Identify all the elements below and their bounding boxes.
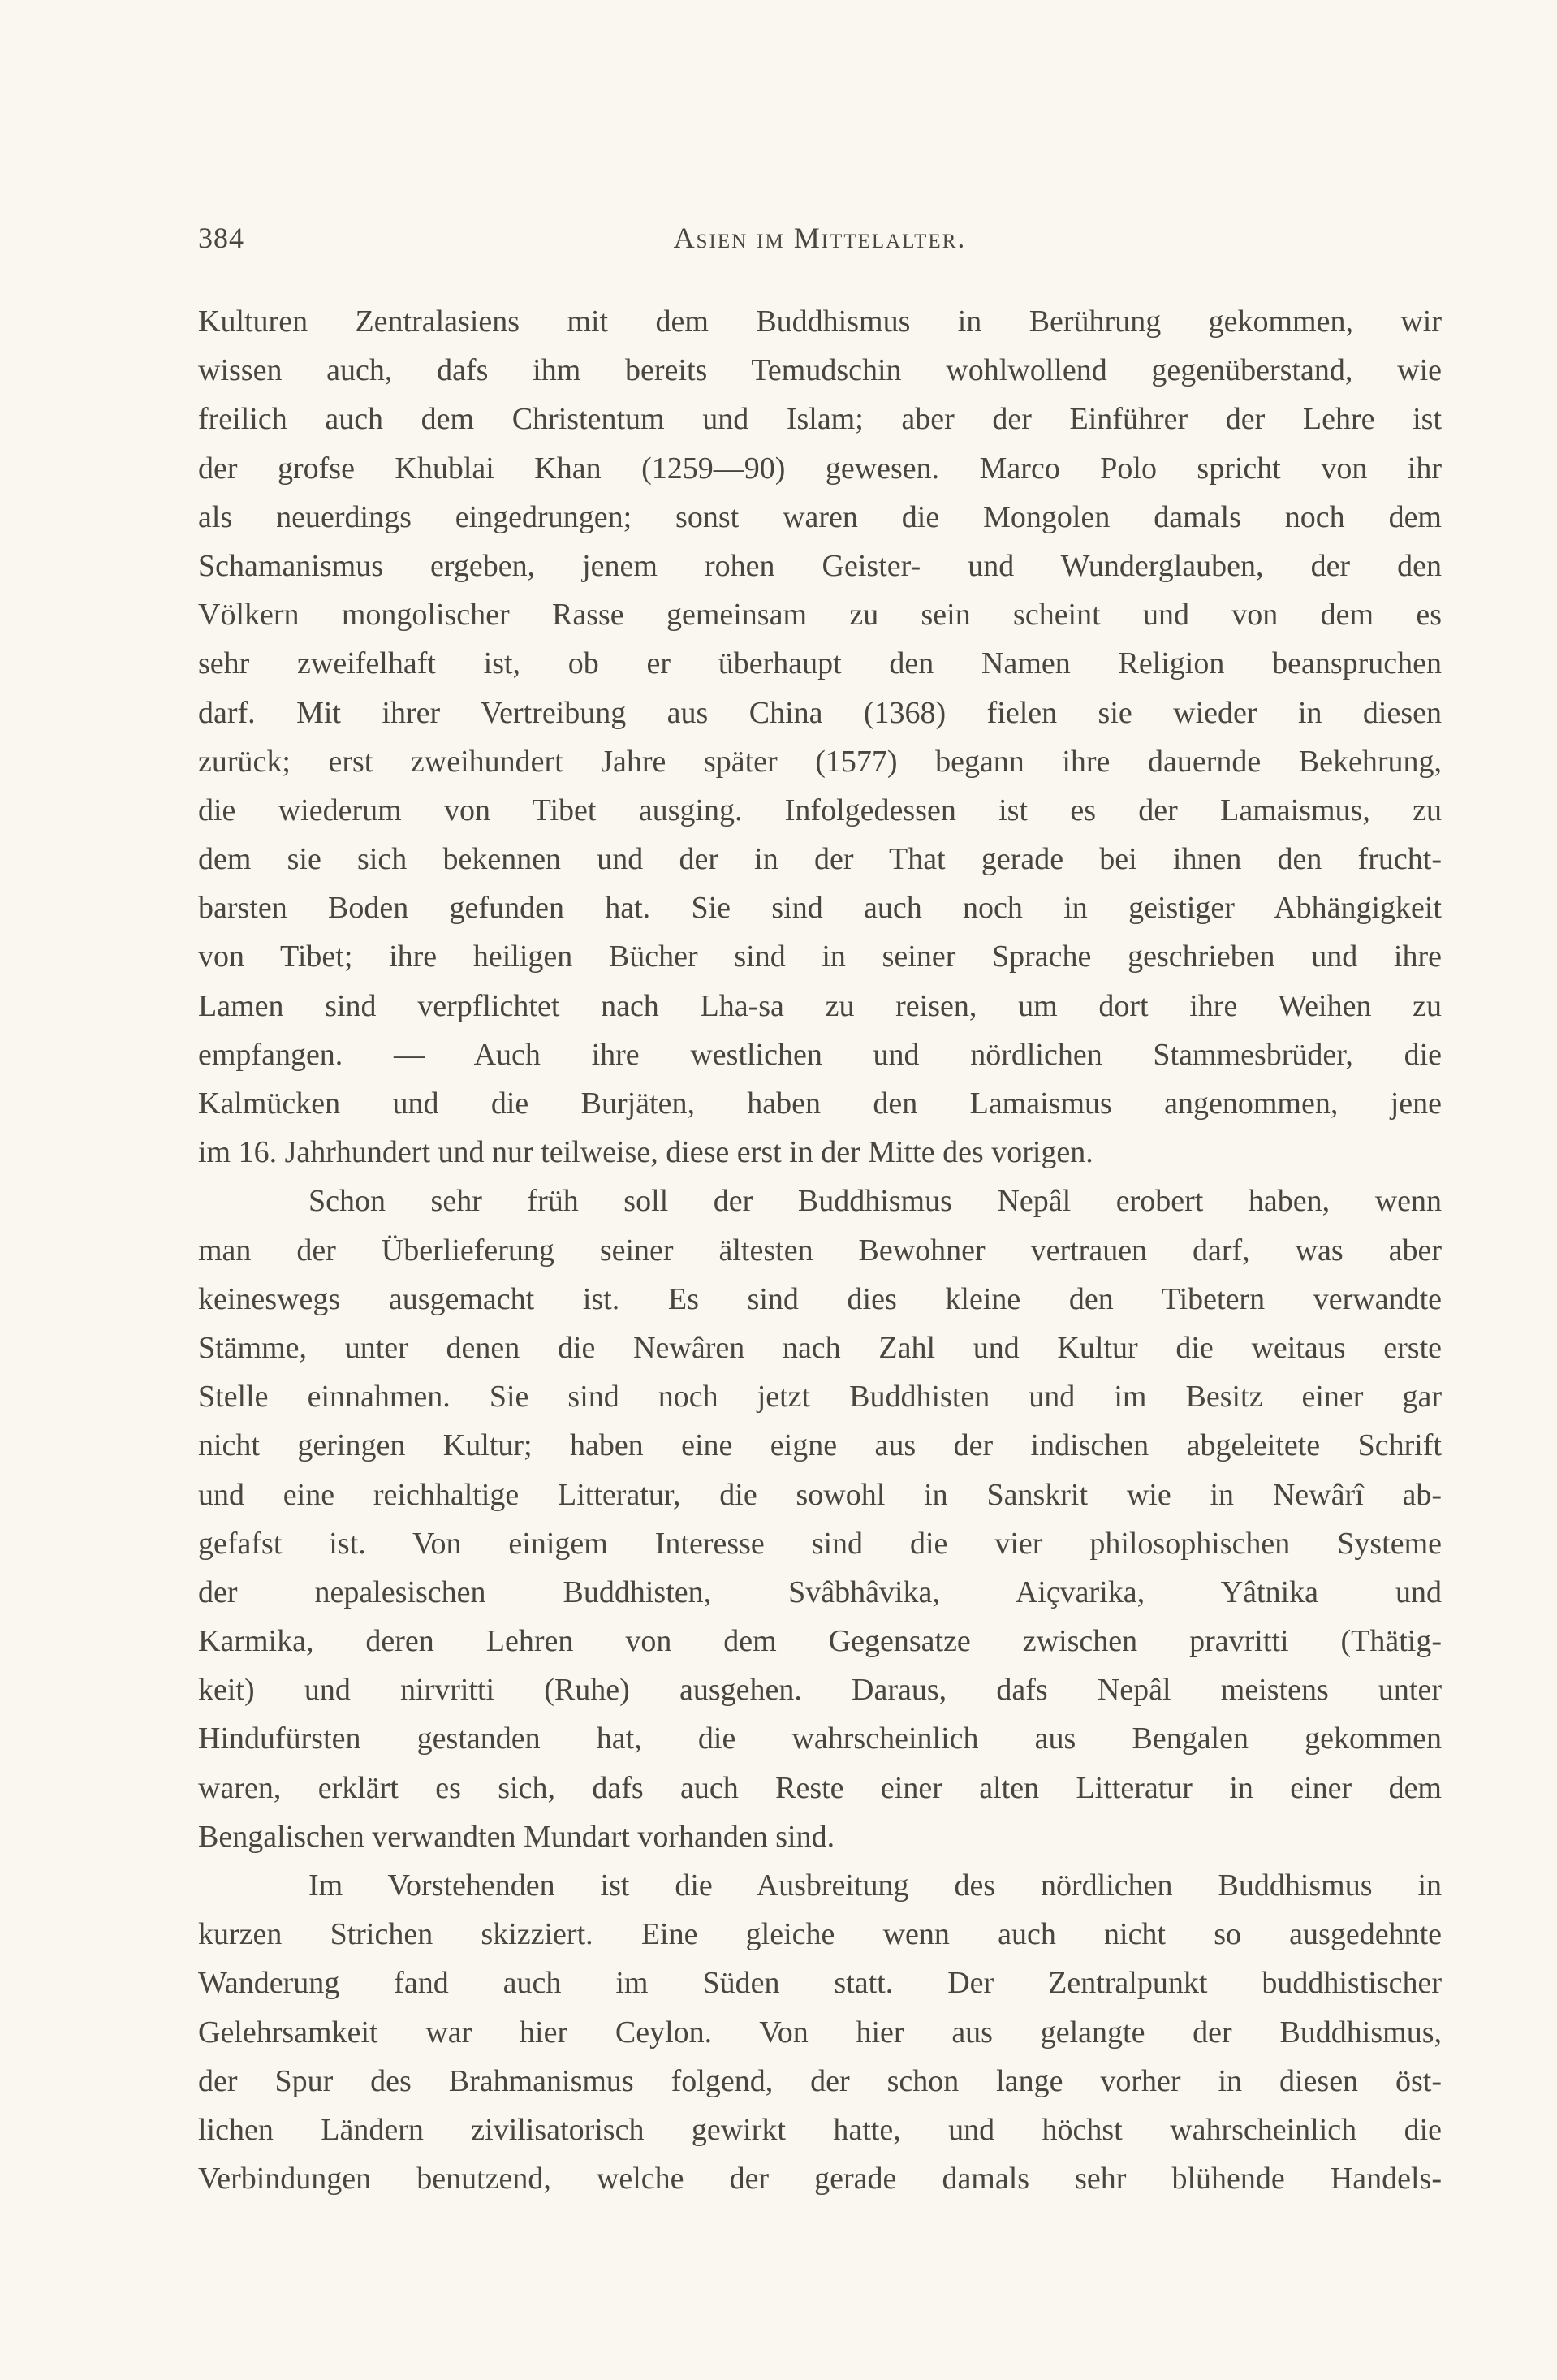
text-line: der Spur des Brahmanismus folgend, der schon lange vorher in diesen öst- [198,2063,1442,2098]
text-line: Schamanismus ergeben, jenem rohen Geister- und Wunderglauben, der den [198,548,1442,583]
text-line: von Tibet; ihre heiligen Bücher sind in seiner Sprache geschrieben und ihre [198,939,1442,974]
text-line: nicht geringen Kultur; haben eine eigne aus der indischen abgeleitete Schrift [198,1428,1442,1463]
text-line: Stelle einnahmen. Sie sind noch jetzt Buddhisten und im Besitz einer gar [198,1380,1442,1415]
text-line: waren, erklärt es sich, dafs auch Reste einer alten Litteratur in einer dem [198,1770,1442,1805]
text-line: Im Vorstehenden ist die Ausbreitung des nördlichen Buddhismus in [308,1868,1442,1903]
text-line: Gelehrsamkeit war hier Ceylon. Von hier aus gelangte der Buddhismus, [198,2015,1442,2050]
text-line: darf. Mit ihrer Vertreibung aus China (1368) fielen sie wieder in diesen [198,695,1442,730]
text-line: Wanderung fand auch im Süden statt. Der Zentralpunkt buddhistischer [198,1966,1442,2001]
text-line: keineswegs ausgemacht ist. Es sind dies kleine den Tibetern verwandte [198,1281,1442,1316]
text-line: Schon sehr früh soll der Buddhismus Nepâl erobert haben, wenn [308,1184,1442,1219]
text-line: man der Überlieferung seiner ältesten Bewohner vertrauen darf, was aber [198,1233,1442,1268]
body-text [198,297,1442,2203]
text-line: Kulturen Zentralasiens mit dem Buddhismus in Berührung gekommen, wir [198,305,1442,339]
text-line: Hindufürsten gestanden hat, die wahrscheinlich aus Bengalen gekommen [198,1721,1442,1756]
text-line: im 16. Jahrhundert und nur teilweise, diese erst in der Mitte des vorigen. [198,1135,1093,1170]
text-line: der grofse Khublai Khan (1259—90) gewesen. Marco Polo spricht von ihr [198,451,1442,486]
text-line: der nepalesischen Buddhisten, Svâbhâvika, Aiçvarika, Yâtnika und [198,1574,1442,1609]
text-line: wissen auch, dafs ihm bereits Temudschin wohlwollend gegenüberstand, wie [198,353,1442,388]
text-line: Verbindungen benutzend, welche der gerade damals sehr blühende Handels- [198,2162,1442,2196]
text-line: und eine reichhaltige Litteratur, die sowohl in Sanskrit wie in Newârî ab- [198,1477,1442,1512]
text-line: Kalmücken und die Burjäten, haben den Lamaismus angenommen, jene [198,1086,1442,1121]
text-line: Bengalischen verwandten Mundart vorhanden sind. [198,1819,835,1854]
page-header [198,221,1442,253]
text-line: Lamen sind verpflichtet nach Lha-sa zu reisen, um dort ihre Weihen zu [198,988,1442,1023]
text-line: zurück; erst zweihundert Jahre später (1577) begann ihre dauernde Bekehrung, [198,744,1442,779]
text-line: als neuerdings eingedrungen; sonst waren die Mongolen damals noch dem [198,499,1442,534]
text-line: Stämme, unter denen die Newâren nach Zahl und Kultur die weitaus erste [198,1330,1442,1365]
text-line: lichen Ländern zivilisatorisch gewirkt hatte, und höchst wahrscheinlich die [198,2112,1442,2147]
text-line: die wiederum von Tibet ausging. Infolgedessen ist es der Lamaismus, zu [198,793,1442,827]
text-line: barsten Boden gefunden hat. Sie sind auch noch in geistiger Abhängigkeit [198,891,1442,926]
text-line: gefafst ist. Von einigem Interesse sind die vier philosophischen Systeme [198,1526,1442,1561]
text-line: Völkern mongolischer Rasse gemeinsam zu sein scheint und von dem es [198,598,1442,633]
text-line: keit) und nirvritti (Ruhe) ausgehen. Daraus, dafs Nepâl meistens unter [198,1673,1442,1708]
text-line: dem sie sich bekennen und der in der That gerade bei ihnen den frucht- [198,842,1442,877]
page-number: 384 [198,222,244,254]
text-line: sehr zweifelhaft ist, ob er überhaupt den Namen Religion beanspruchen [198,646,1442,681]
text-line: Karmika, deren Lehren von dem Gegensatze zwischen pravritti (Thätig- [198,1624,1442,1659]
running-head: Asien im Mittelalter. [673,222,967,254]
text-line: kurzen Strichen skizziert. Eine gleiche wenn auch nicht so ausgedehnte [198,1917,1442,1952]
text-line: empfangen. — Auch ihre westlichen und nördlichen Stammesbrüder, die [198,1037,1442,1072]
text-line: freilich auch dem Christentum und Islam; aber der Einführer der Lehre ist [198,402,1442,437]
